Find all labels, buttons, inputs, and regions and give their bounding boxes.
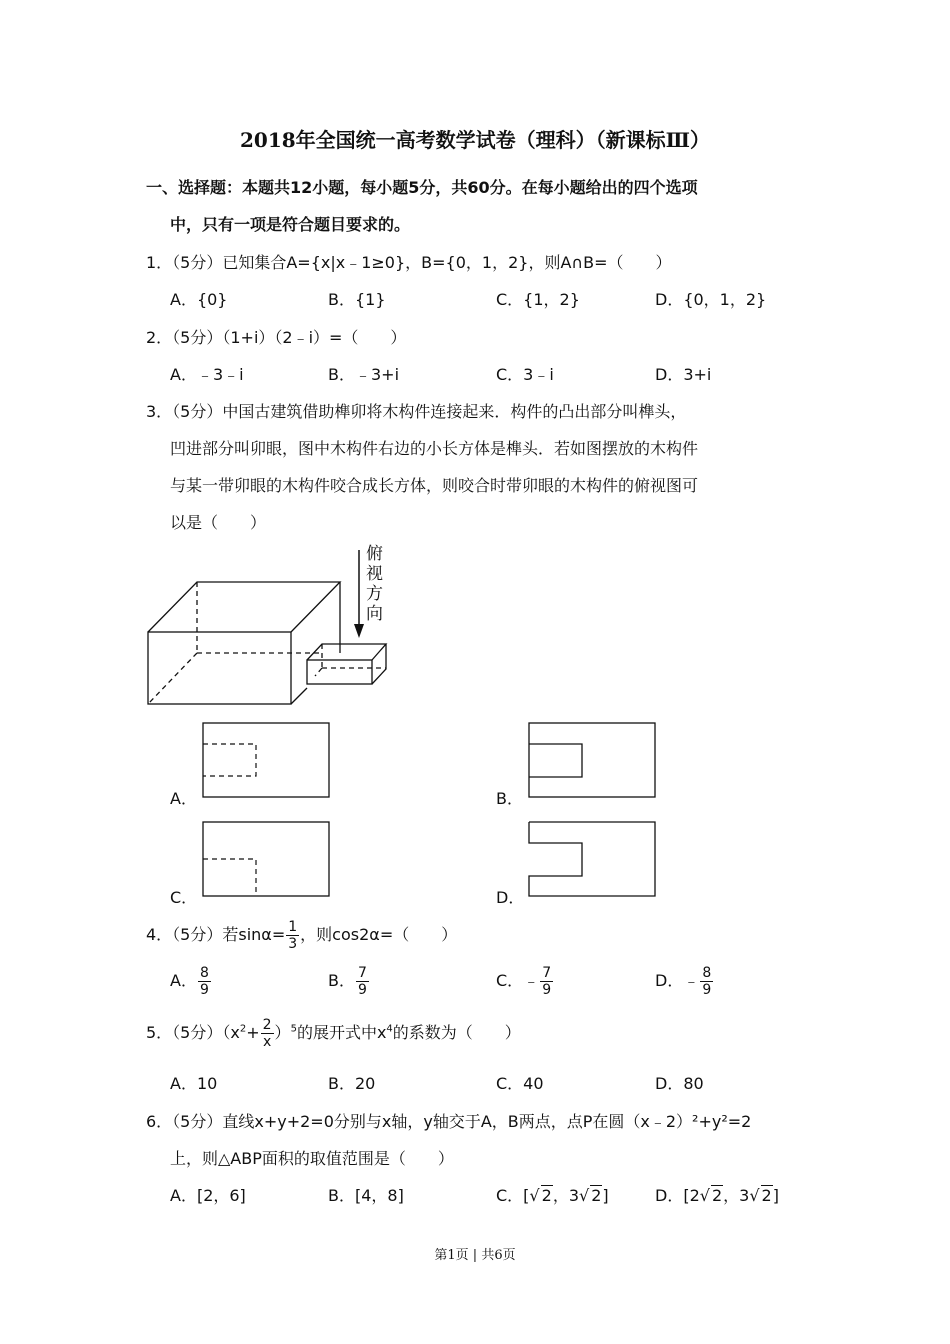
q5-mid: 的展开式中x	[296, 1023, 387, 1042]
q3-figure-a	[200, 720, 334, 802]
fraction-denominator: 9	[702, 982, 712, 998]
option-label: D．	[655, 971, 684, 990]
q3-option-c: C．	[170, 888, 198, 907]
question-2-stem: 2．（5分）（1+i）（2﹣i）=（ ）	[146, 328, 407, 347]
question-6-line2: 上，则△ABP面积的取值范围是（ ）	[170, 1149, 454, 1168]
fraction-numerator: 8	[199, 965, 209, 981]
sqrt-sign: √	[699, 1186, 710, 1205]
sqrt-radicand: 2	[591, 1186, 602, 1205]
question-3-line3: 与某一带卯眼的木构件咬合成长方体，则咬合时带卯眼的木构件的俯视图可	[170, 476, 699, 495]
question-3-line2: 凹进部分叫卯眼，图中木构件右边的小长方体是榫头．若如图摆放的木构件	[170, 439, 699, 458]
sqrt-radicand: 2	[761, 1186, 772, 1205]
sqrt-radicand: 2	[541, 1186, 552, 1205]
q4-fraction	[286, 920, 299, 951]
q3-option-b: B．	[496, 789, 523, 808]
q4-option-b	[328, 966, 370, 997]
q2-option-c: C．3﹣i	[496, 365, 554, 384]
q1-option-a: A．{0}	[170, 290, 228, 309]
question-3-line4: 以是（ ）	[170, 513, 267, 532]
question-5-stem	[146, 1018, 521, 1049]
q3-figure-d	[526, 819, 660, 901]
q2-option-a: A．﹣3﹣i	[170, 365, 244, 384]
sqrt-sign: √	[749, 1186, 760, 1205]
q5-option-d: D．80	[655, 1074, 704, 1093]
q4-option-d	[655, 966, 714, 997]
option-sign: ﹣	[523, 971, 540, 990]
section-heading-line2: 中，只有一项是符合题目要求的。	[170, 215, 411, 234]
fraction-numerator: 8	[702, 965, 712, 981]
option-fraction	[356, 966, 369, 997]
q3-option-a: A．	[170, 789, 197, 808]
q5-option-b: B．20	[328, 1074, 376, 1093]
fraction-denominator: 3	[288, 936, 298, 952]
label-char: 俯	[366, 544, 383, 564]
option-fraction	[540, 966, 553, 997]
question-1-stem: 1．（5分）已知集合A={x|x﹣1≥0}，B={0，1，2}，则A∩B=（ ）	[146, 253, 672, 272]
fraction-denominator: x	[262, 1034, 272, 1050]
q6-option-d	[655, 1183, 779, 1206]
q3-option-d: D．	[496, 888, 525, 907]
option-end: ]	[772, 1186, 779, 1205]
option-label: C．	[496, 971, 524, 990]
option-fraction	[700, 966, 713, 997]
question-6-line1: 6．（5分）直线x+y+2=0分别与x轴，y轴交于A，B两点，点P在圆（x﹣2）²+y²=2	[146, 1112, 752, 1131]
option-fraction	[198, 966, 211, 997]
fraction-denominator: 9	[542, 982, 552, 998]
option-end: ]	[602, 1186, 609, 1205]
q5-close-paren: ）	[274, 1023, 291, 1042]
option-mid: ，3	[723, 1186, 750, 1205]
fraction-numerator: 7	[542, 965, 552, 981]
label-char: 向	[366, 604, 383, 624]
q5-square-exponent: 2	[239, 1023, 247, 1035]
question-4-stem	[146, 920, 457, 951]
page-title: 2018年全国统一高考数学试卷（理科）（新课标Ⅲ）	[239, 128, 711, 152]
q6-option-b: B．[4，8]	[328, 1186, 404, 1205]
section-heading-line1: 一、选择题：本题共12小题，每小题5分，共60分。在每小题给出的四个选项	[146, 178, 698, 197]
sqrt-sign: √	[579, 1186, 590, 1205]
q3-figure-b	[526, 720, 660, 802]
fraction-numerator: 2	[262, 1017, 272, 1033]
page-footer: 第1页 | 共6页	[434, 1248, 516, 1263]
q3-figure-c	[200, 819, 334, 901]
option-label: A．	[170, 971, 197, 990]
q5-option-c: C．40	[496, 1074, 544, 1093]
q5-suffix: 的系数为（ ）	[392, 1023, 521, 1042]
sqrt-radicand: 2	[711, 1186, 723, 1205]
q6-option-c	[496, 1183, 609, 1206]
q2-option-d: D．3+i	[655, 365, 712, 384]
option-mid: ，3	[552, 1186, 579, 1205]
question-3-line1: 3．（5分）中国古建筑借助榫卯将木构件连接起来．构件的凸出部分叫榫头，	[146, 402, 687, 421]
sqrt-sign: √	[529, 1186, 540, 1205]
option-label: B．	[328, 971, 355, 990]
mortise-tenon-3d-figure	[140, 540, 400, 710]
label-char: 方	[366, 584, 383, 604]
fraction-denominator: 9	[199, 982, 209, 998]
q5-fraction	[261, 1018, 274, 1049]
q4-option-c	[496, 966, 554, 997]
q2-option-b: B．﹣3+i	[328, 365, 400, 384]
q6-option-a: A．[2，6]	[170, 1186, 246, 1205]
label-char: 视	[366, 564, 383, 584]
q5-term-power: 4	[386, 1023, 393, 1035]
fraction-denominator: 9	[357, 982, 367, 998]
q5-plus: +	[246, 1023, 260, 1042]
q1-option-d: D．{0，1，2}	[655, 290, 767, 309]
q1-option-b: B．{1}	[328, 290, 386, 309]
option-sign: ﹣	[683, 971, 700, 990]
q5-prefix: 5．（5分）（x	[146, 1023, 240, 1042]
q4-option-a	[170, 966, 212, 997]
view-direction-label	[366, 544, 386, 624]
fraction-numerator: 1	[288, 919, 298, 935]
option-label: C．[	[496, 1186, 530, 1205]
q1-option-c: C．{1，2}	[496, 290, 580, 309]
q5-power: 5	[290, 1023, 297, 1035]
fraction-numerator: 7	[357, 965, 367, 981]
q4-prefix: 4．（5分）若sinα=	[146, 925, 286, 944]
q4-suffix: ，则cos2α=（ ）	[300, 925, 458, 944]
q5-option-a: A．10	[170, 1074, 218, 1093]
option-label: D．[2	[655, 1186, 700, 1205]
